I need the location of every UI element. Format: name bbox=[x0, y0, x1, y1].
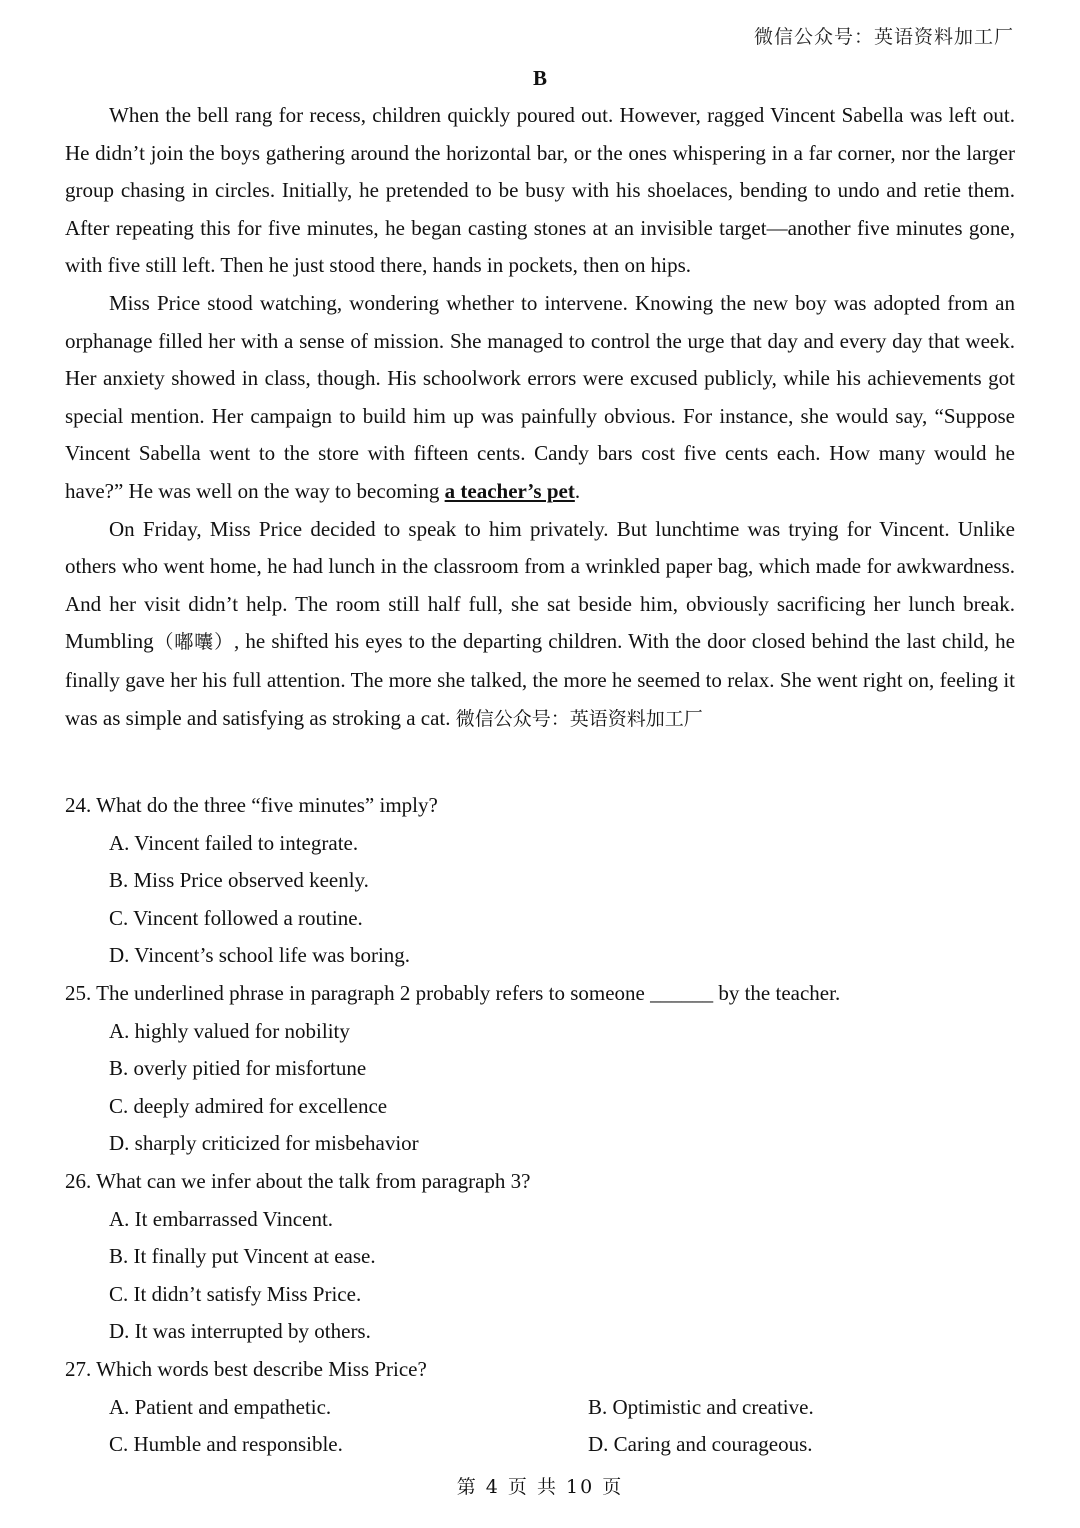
question-25 bbox=[65, 975, 1015, 1163]
inline-watermark: 微信公众号：英语资料加工厂 bbox=[455, 707, 703, 730]
underlined-phrase: a teacher’s pet bbox=[444, 478, 575, 503]
question-24 bbox=[65, 787, 1015, 975]
option-b: B. overly pitied for misfortune bbox=[109, 1056, 367, 1081]
question-26 bbox=[65, 1163, 1015, 1351]
option-c: C. deeply admired for excellence bbox=[109, 1093, 388, 1118]
option-d: D. Vincent’s school life was boring. bbox=[109, 943, 411, 968]
option-c: C. Vincent followed a routine. bbox=[109, 905, 363, 930]
option-c: C. It didn’t satisfy Miss Price. bbox=[109, 1281, 362, 1306]
option-a: A. Vincent failed to integrate. bbox=[109, 830, 359, 855]
question-stem: 27. Which words best describe Miss Price? bbox=[65, 1356, 427, 1381]
paragraph-3-text-b: , he shifted his eyes to the departing children. With the door closed behind the last child, he finally gave her his full attention. The more she talked, the more he seemed to relax. She went right on, feeling it was as simple and satisfying as stroking a cat. bbox=[65, 629, 1015, 730]
option-d: D. Caring and courageous. bbox=[588, 1432, 813, 1457]
paragraph-3 bbox=[65, 511, 1015, 739]
option-d: D. sharply criticized for misbehavior bbox=[109, 1131, 419, 1156]
chinese-gloss: （嘟囔） bbox=[153, 631, 235, 654]
paragraph-1: When the bell rang for recess, children quickly poured out. However, ragged Vincent Sabella was left out. He didn’t join the boys gathering around the horizontal bar, or the ones whispering in a far corner, nor the larger group chasing in circles. Initially, he pretended to be busy with his shoelaces, bending to undo and retie them. After repeating this for five minutes, he began casting stones at an invisible target—another five minutes gone, with five still left. Then he just stood there, hands in pockets, then on hips. bbox=[65, 103, 1015, 278]
option-a: A. Patient and empathetic. bbox=[109, 1394, 332, 1419]
page-footer: 第 4 页 共 10 页 bbox=[456, 1476, 624, 1498]
paragraph-2-text: Miss Price stood watching, wondering whether to intervene. Knowing the new boy was adopted from an orphanage filled her with a sense of mission. She managed to control the urge that day and every day that week. Her anxiety showed in class, though. His schoolwork errors were excused publicly, while his achievements got special mention. Her campaign to build him up was painfully obvious. For instance, she would say, “Suppose Vincent Sabella went to the store with fifteen cents. Candy bars cost five cents each. How many would he have?” He was well on the way to becoming bbox=[65, 290, 1015, 503]
page-header: 微信公众号：英语资料加工厂 bbox=[753, 26, 1014, 48]
option-row bbox=[65, 1426, 1015, 1464]
question-stem: 24. What do the three “five minutes” imply? bbox=[65, 793, 438, 817]
option-d: D. It was interrupted by others. bbox=[109, 1319, 371, 1344]
question-list bbox=[65, 787, 1015, 1464]
paragraph-3-text-a: On Friday, Miss Price decided to speak to him privately. But lunchtime was trying for Vincent. Unlike others who went home, he had lunch in the classroom from a wrinkled paper bag, which made for awkwardness. And her visit didn’t help. The room still half full, she sat beside him, obviously sacrificing her lunch break. Mumbling bbox=[65, 516, 1015, 654]
section-label: B bbox=[532, 66, 547, 90]
question-stem: 26. What can we infer about the talk from paragraph 3? bbox=[65, 1168, 531, 1193]
option-b: B. Optimistic and creative. bbox=[588, 1394, 814, 1419]
option-b: B. It finally put Vincent at ease. bbox=[109, 1244, 376, 1269]
question-27 bbox=[65, 1351, 1015, 1464]
option-a: A. It embarrassed Vincent. bbox=[109, 1206, 334, 1231]
reading-passage bbox=[65, 97, 1015, 738]
paragraph-2 bbox=[65, 285, 1015, 511]
option-c: C. Humble and responsible. bbox=[109, 1432, 343, 1457]
question-stem: 25. The underlined phrase in paragraph 2 probably refers to someone ______ by the teacher. bbox=[65, 980, 841, 1005]
option-b: B. Miss Price observed keenly. bbox=[109, 868, 369, 893]
paragraph-2-end: . bbox=[574, 478, 581, 503]
option-row bbox=[65, 1389, 1015, 1427]
option-a: A. highly valued for nobility bbox=[109, 1018, 350, 1043]
